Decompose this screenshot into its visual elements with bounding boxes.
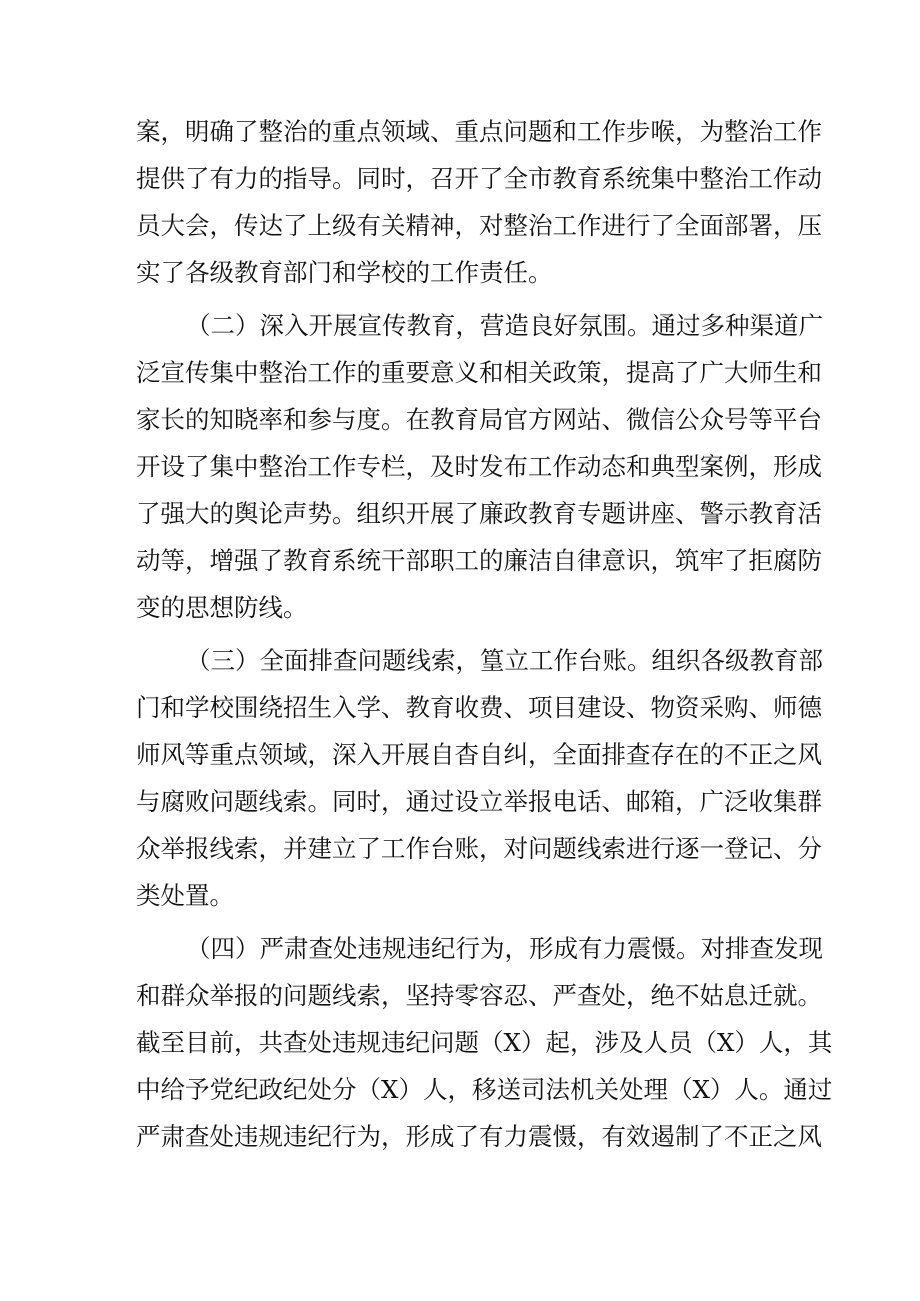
text-line: 变的思想防线。 <box>136 593 308 622</box>
text-line: 和群众举报的问题线索，坚持零容忍、严查处，绝不姑息迁就。 <box>136 981 822 1010</box>
text-line: 严肃查处违规违纪行为，形成了有力震慑，有效遏制了不正之风 <box>136 1122 822 1151</box>
text-line: 泛宣传集中整治工作的重要意义和相关政策，提高了广大师生和 <box>136 358 822 387</box>
text-line: 动等，增强了教育系统干部职工的廉洁自律意识，筑牢了拒腐防 <box>136 546 822 575</box>
paragraph-heading-line: （四）严肃查处违规违纪行为，形成有力震慑。对排查发现 <box>186 934 823 963</box>
text-line: 类处置。 <box>136 881 234 910</box>
text-line: 截至目前，共查处违规违纪问题（X）起，涉及人员（X）人，其 <box>136 1028 833 1057</box>
text-line: 家长的知晓率和参与度。在教育局官方网站、微信公众号等平台 <box>136 405 822 434</box>
text-line: 中给予党纪政纪处分（X）人，移送司法机关处理（X）人。通过 <box>136 1075 833 1104</box>
text-line: 众举报线索，并建立了工作台账，对问题线索进行逐一登记、分 <box>136 834 822 863</box>
paragraph-heading-line: （二）深入开展宣传教育，营造良好氛围。通过多种渠道广 <box>186 311 823 340</box>
text-line: 提供了有力的指导。同时，召开了全市教育系统集中整治工作动 <box>136 164 822 193</box>
text-line: 与腐败问题线索。同时，通过设立举报电话、邮箱，广泛收集群 <box>136 787 822 816</box>
text-line: 开设了集中整治工作专栏，及时发布工作动态和典型案例，形成 <box>136 452 822 481</box>
text-line: 案，明确了整治的重点领域、重点问题和工作步喉，为整治工作 <box>136 117 822 146</box>
paragraph-heading-line: （三）全面排查问题线索，篁立工作台账。组织各级教育部 <box>186 646 823 675</box>
text-line: 实了各级教育部门和学校的工作责任。 <box>136 258 553 287</box>
text-line: 了强大的舆论声势。组织开展了廉政教育专题讲座、警示教育活 <box>136 499 822 528</box>
text-line: 员大会，传达了上级有关精神，对整治工作进行了全面部署，压 <box>136 211 822 240</box>
text-line: 门和学校围绕招生入学、教育收费、项目建设、物资采购、师德 <box>136 693 822 722</box>
text-line: 师风等重点领域，深入开展自杳自纠，全面排查存在的不正之风 <box>136 740 822 769</box>
